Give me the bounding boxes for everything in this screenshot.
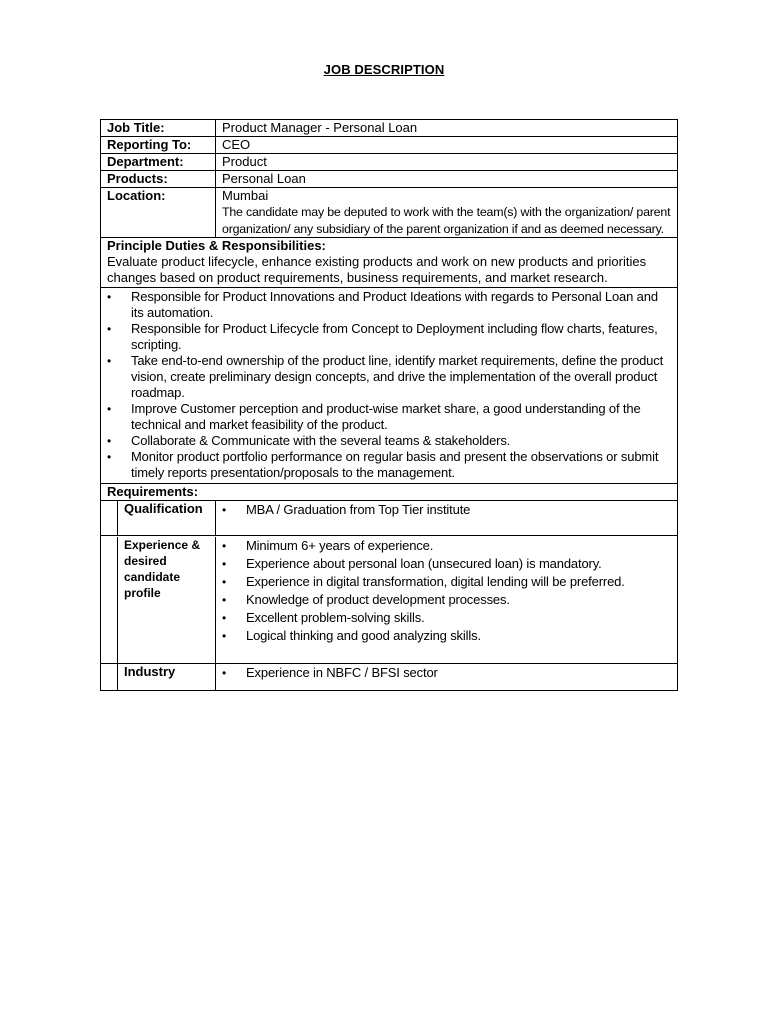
page-title: JOB DESCRIPTION xyxy=(323,62,445,77)
field-label: Location: xyxy=(101,188,216,237)
row-gutter xyxy=(101,501,118,535)
field-label: Department: xyxy=(101,154,216,170)
field-label: Job Title: xyxy=(101,120,216,136)
experience-label xyxy=(118,537,216,663)
qualification-label: Qualification xyxy=(118,501,216,535)
list-item: • Knowledge of product development processes. xyxy=(220,591,677,609)
list-item: • Responsible for Product Lifecycle from Concept to Deployment including flow charts, features, scripting. xyxy=(105,321,671,353)
field-label: Reporting To: xyxy=(101,137,216,153)
duties-summary-block xyxy=(101,238,677,288)
field-value: Product xyxy=(222,154,267,169)
location-row xyxy=(101,188,677,238)
department-row xyxy=(101,154,677,171)
products-row xyxy=(101,171,677,188)
qualification-list xyxy=(220,501,677,519)
qualification-value xyxy=(216,501,677,535)
list-item: • Collaborate & Communicate with the several teams & stakeholders. xyxy=(105,433,671,449)
list-item: • Experience in NBFC / BFSI sector xyxy=(220,664,677,682)
list-item: • Improve Customer perception and product-wise market share, a good understanding of the technical and market feasibility of the product. xyxy=(105,401,671,433)
list-item: • Responsible for Product Innovations and Product Ideations with regards to Personal Loan and its automation. xyxy=(105,289,671,321)
reporting-to-row xyxy=(101,137,677,154)
experience-row xyxy=(101,536,677,664)
list-item: • MBA / Graduation from Top Tier institute xyxy=(220,501,677,519)
location-value-cell xyxy=(216,188,677,237)
job-title-row xyxy=(101,120,677,137)
list-item: • Take end-to-end ownership of the product line, identify market requirements, define the product vision, create preliminary design concepts, and drive the implementation of the overall product roadmap. xyxy=(105,353,671,401)
experience-list xyxy=(220,537,677,645)
list-item: • Experience about personal loan (unsecured loan) is mandatory. xyxy=(220,555,677,573)
duties-list xyxy=(105,289,671,481)
list-item: • Monitor product portfolio performance on regular basis and present the observations or submit timely reports presentation/proposals to the management. xyxy=(105,449,671,481)
industry-value xyxy=(216,664,677,690)
experience-label-text: Experience & desired candidate profile xyxy=(124,538,201,600)
experience-value xyxy=(216,537,677,663)
field-value: CEO xyxy=(222,137,251,152)
qualification-row xyxy=(101,501,677,536)
job-description-table xyxy=(100,119,678,691)
requirements-heading: Requirements: xyxy=(101,484,677,501)
list-item: • Logical thinking and good analyzing skills. xyxy=(220,627,677,645)
location-note: The candidate may be deputed to work with the team(s) with the organization/ parent organization/ any subsidiary of the parent organization if and as deemed necessary. xyxy=(222,205,671,236)
duties-heading: Principle Duties & Responsibilities: xyxy=(107,238,326,253)
duties-list-block xyxy=(101,288,677,484)
field-value: Product Manager - Personal Loan xyxy=(222,120,418,135)
industry-list xyxy=(220,664,677,682)
list-item: • Excellent problem-solving skills. xyxy=(220,609,677,627)
list-item: • Experience in digital transformation, digital lending will be preferred. xyxy=(220,573,677,591)
field-value: Personal Loan xyxy=(222,171,306,186)
location-value: Mumbai xyxy=(222,188,269,203)
industry-row xyxy=(101,664,677,690)
industry-label: Industry xyxy=(118,664,216,690)
row-gutter xyxy=(101,537,118,663)
list-item: • Minimum 6+ years of experience. xyxy=(220,537,677,555)
row-gutter xyxy=(101,664,118,690)
duties-summary: Evaluate product lifecycle, enhance existing products and work on new products and priorities changes based on product requirements, business requirements, and market research. xyxy=(107,254,647,285)
field-label: Products: xyxy=(101,171,216,187)
